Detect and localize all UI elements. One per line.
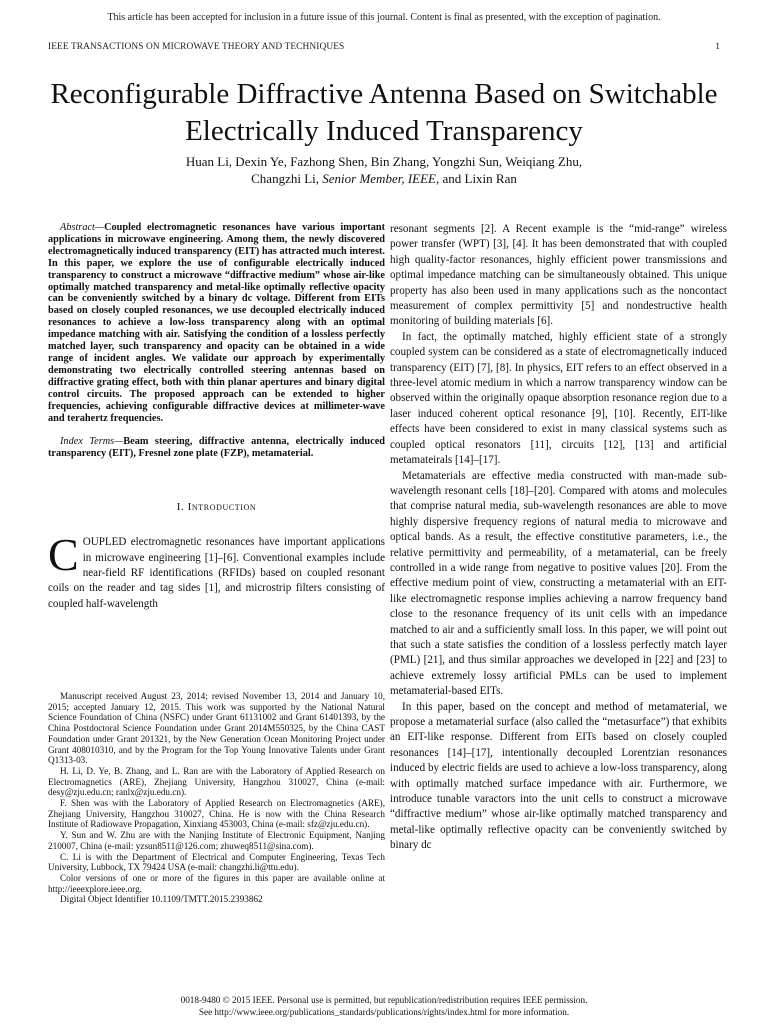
author-line-1: Huan Li, Dexin Ye, Fazhong Shen, Bin Zhang, Yongzhi Sun, Weiqiang Zhu, bbox=[185, 154, 583, 169]
abstract-label: Abstract— bbox=[60, 222, 105, 233]
body-paragraph: In this paper, based on the concept and method of metamaterial, we propose a metamaterial surface (also called the “metasurface”) that exhibits an EIT-like response. Different from EITs based on closely coupled resonances [14]–[17], intentionally decoupled Lorentzian resonances induced by electric fields are used to achieve a low-loss transparency, along with optimally matched surface impedance with air. Furthermore, we introduce tunable varactors into the unit cells to construct a microwave “diffractive medium” whose air-like optimally matched transparency and metal-like optimally reflective opacity can be conveniently switched by binary dc bbox=[390, 700, 727, 852]
drop-cap: C bbox=[48, 529, 79, 581]
running-header bbox=[48, 42, 720, 52]
left-column bbox=[48, 222, 385, 612]
footnote-affiliation: F. Shen was with the Laboratory of Applied Research on Electromagnetics (ARE), Zhejiang University, Hangzhou 310027, China. He is now with the China Research Institute of Radiowave Propagation, Xinxiang 453003, China (e-mail: sfz@zju.edu.cn). bbox=[48, 798, 385, 830]
author-membership: Senior Member, IEEE, bbox=[322, 171, 440, 186]
footnote-affiliation: C. Li is with the Department of Electrical and Computer Engineering, Texas Tech University, Lubbock, TX 79424 USA (e-mail: changzhi.li@ttu.edu). bbox=[48, 851, 385, 873]
author-list bbox=[90, 153, 678, 187]
footnote-affiliation: H. Li, D. Ye, B. Zhang, and L. Ran are with the Laboratory of Applied Research on Electromagnetics (ARE), Zhejiang University, Hangzhou 310027, China (e-mail: desy@zju.edu.cn; ranlx@zju.edu.cn). bbox=[48, 765, 385, 798]
journal-name: IEEE TRANSACTIONS ON MICROWAVE THEORY AND TECHNIQUES bbox=[48, 42, 345, 52]
body-paragraph: Metamaterials are effective media constructed with man-made sub-wavelength resonant cells [18]–[20]. Compared with atoms and molecules that comprise natural media, sub-wavelength resonances are able to move highly dispersive frequency regions of natural media to microwave and optical bands. As a result, the effective constitutive parameters, i.e., the relative permittivity and permeability, of a metamaterial, can be freely controlled in a wide range from negative to positive values [20]. From the effective medium point of view, constructing a metamaterial with an EIT-like electromagnetic response implies achieving a narrow frequency band close to the resonance frequency of its unit cells with an impedance matched to air and a sufficiently small loss. In this paper, we will point out that such a state satisfies the condition of a lossless perfectly match layer (PML) [21], and thus similar approaches we developed in [22] and [23] to achieve extremely lossy artificial PMLs can be used to implement metamaterial-based EITs. bbox=[390, 469, 727, 698]
body-paragraph: resonant segments [2]. A Recent example is the “mid-range” wireless power transfer (WPT) [3], [4]. It has been demonstrated that with coupled high quality-factor resonances, highly efficient power transmissions and optimal impedance matching can be simultaneously obtained. This unique property has also been used in many applications such as the noncontact measurement of complex permittivity [5] and nondestructive health monitoring of building materials [6]. bbox=[390, 223, 727, 328]
abstract-text: Coupled electromagnetic resonances have various important applications in microwave engineering. Among them, the newly discovered electromagnetically induced transparency (EIT) has attracted much interest. In this paper, we explore the use of configurable electrically induced transparency to construct a microwave “diffractive medium” whose air-like optimally matched transparency and metal-like optimally reflective opacity can be conveniently switched by a binary dc voltage. Different from EITs based on closely coupled resonances, we use decoupled electrically induced resonances to achieve a low-loss transparency along with an optimal impedance matching with air. Satisfying the condition of a lossless perfectly matched layer, such transparency and opacity can be obtained in a wide range of incident angles. We validate our approach by experimentally demonstrating two electrically controlled steering antennas based on diffractive grating effect, both with thin planar apertures and binary digital control circuits. The proposed approach can be extended to higher frequencies, achieving configurable diffractive devices at millimeter-wave and terahertz frequencies. bbox=[48, 222, 385, 424]
footnotes bbox=[48, 691, 385, 905]
intro-paragraph bbox=[48, 529, 385, 612]
rights-link-line: See http://www.ieee.org/publications_standards/publications/rights/index.html for more information. bbox=[198, 1006, 570, 1017]
paper-title: Reconfigurable Diffractive Antenna Based on Switchable Electrically Induced Transparency bbox=[50, 78, 718, 147]
author-line-2-end: and Lixin Ran bbox=[442, 171, 517, 186]
right-column bbox=[390, 222, 727, 854]
footnote-manuscript: Manuscript received August 23, 2014; revised November 13, 2014 and January 10, 2015; accepted January 12, 2015. This work was supported by the National Natural Science Foundation of China (NSFC) under Grant 61131002 and Grant 61401393, by the China Postdoctoral Science Foundation under Grant 2014M550325, by the China CAST Foundation under Grant 201321, by the New Generation Ocean Monitoring Project under Grant 408010310, and by the Program for the Top Young Innovative Talents under Grant Q1313-03. bbox=[48, 691, 385, 766]
index-terms-text: Beam steering, diffractive antenna, electrically induced transparency (EIT), Fresnel zone plate (FZP), metamaterial. bbox=[48, 436, 385, 460]
body-paragraph: In fact, the optimally matched, highly efficient state of a strongly coupled system can be considered as a state of electromagnetically induced transparency (EIT) [7], [8]. In physics, EIT refers to an effect observed in a three-level atomic medium in which a narrow transparency window can be observed within the originally opaque absorption resonance region due to a laser induced coherent optical resonance [9], [10]. Recently, EIT-like effects have been considered to exist in many classical systems such as coupled optical resonators [11], circuits [12], [13] and artificial metamateirals [14]–[17]. bbox=[390, 330, 727, 467]
right-column-body bbox=[390, 222, 727, 854]
intro-text: OUPLED electromagnetic resonances have important applications in microwave engineering [1]–[6]. Conventional examples include near-field RF identifications (RFIDs) based on coupled resonant coils on the reader and tag sides [1], and microstrip filters consisting of coupled half-wavelength bbox=[48, 536, 385, 610]
abstract bbox=[48, 222, 385, 424]
copyright-footer bbox=[0, 995, 768, 1018]
index-terms bbox=[48, 436, 385, 460]
footnote-doi: Digital Object Identifier 10.1109/TMTT.2015.2393862 bbox=[60, 894, 263, 905]
section-heading bbox=[48, 501, 385, 513]
author-line-2 bbox=[90, 170, 678, 187]
index-terms-label: Index Terms— bbox=[60, 436, 124, 448]
section-title: Introduction bbox=[187, 501, 257, 514]
author-line-2-start: Changzhi Li, bbox=[251, 171, 320, 186]
copyright-line: 0018-9480 © 2015 IEEE. Personal use is permitted, but republication/redistribution requires IEEE permission. bbox=[180, 995, 588, 1005]
footnote-color-versions: Color versions of one or more of the figures in this paper are available online at http://ieeexplore.ieee.org. bbox=[48, 872, 385, 894]
section-number: I. bbox=[176, 501, 185, 514]
footnote-affiliation: Y. Sun and W. Zhu are with the Nanjing Institute of Electronic Equipment, Nanjing 210007, China (e-mail: yzsun8511@126.com; zhuweq8511@sina.com). bbox=[48, 830, 385, 851]
page-number: 1 bbox=[715, 42, 720, 52]
acceptance-notice: This article has been accepted for inclusion in a future issue of this journal. Content is final as presented, with the exception of pagination. bbox=[107, 12, 661, 23]
